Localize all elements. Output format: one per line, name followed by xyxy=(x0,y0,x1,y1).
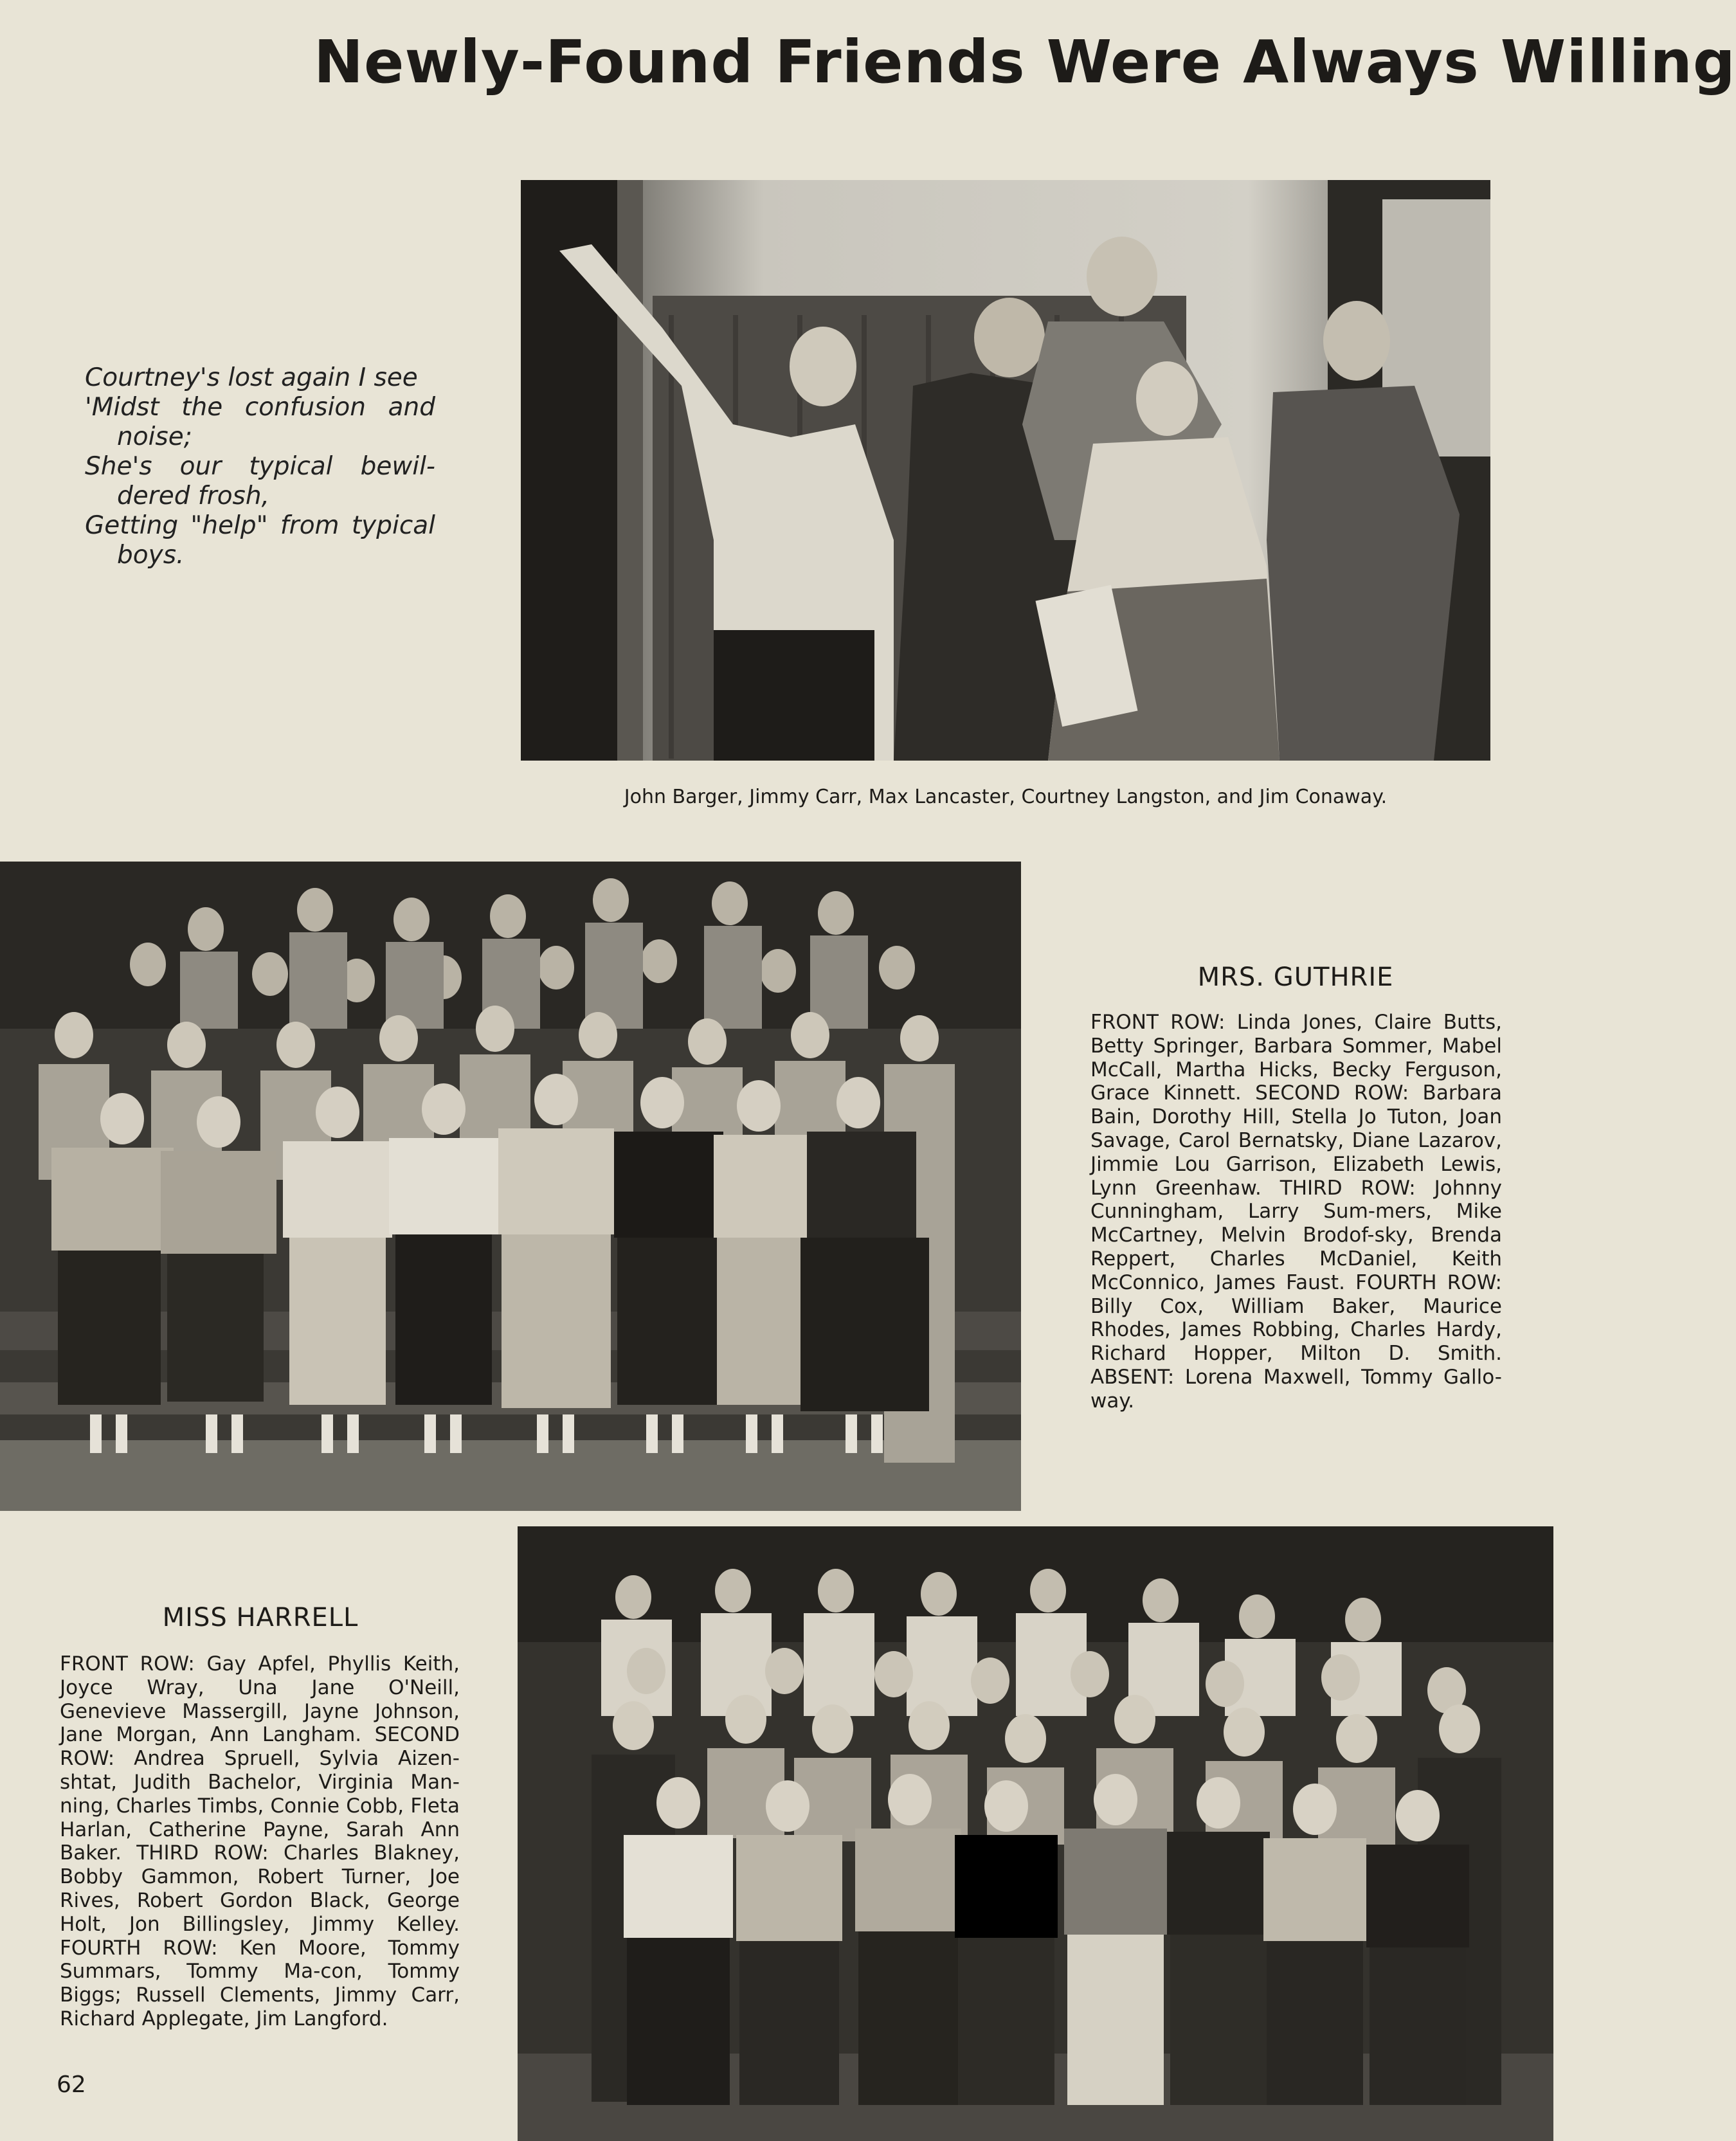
guthrie-roster: FRONT ROW: Linda Jones, Claire Butts, Betty Springer, Barbara Sommer, Mabel McCall, Martha Hicks, Becky Ferguson, Grace Kinnett. SECOND ROW: Barbara Bain, Dorothy Hill, Stella Jo Tuton, Joan Savage, Carol Bernatsky, Diane Lazarov, Jimmie Lou Garrison, Elizabeth Lewis, Lynn Greenhaw. THIRD ROW: Johnny Cunningham, Larry Sum-mers, Mike McCartney, Melvin Brodof-sky, Brenda Reppert, Charles McDaniel, Keith McConnico, James Faust. FOURTH ROW: Billy Cox, William Baker, Maurice Rhodes, James Robbing, Charles Hardy, Richard Hopper, Milton D. Smith. ABSENT: Lorena Maxwell, Tommy Gallo-way. xyxy=(1090,1011,1502,1413)
poem-line: noise; xyxy=(117,422,192,451)
poem-line: Getting "help" from typical xyxy=(85,511,435,540)
poem-line: Courtney's lost again I see xyxy=(85,363,418,392)
harrell-roster: FRONT ROW: Gay Apfel, Phyllis Keith, Joyce Wray, Una Jane O'Neill, Genevieve Massergill, Jayne Johnson, Jane Morgan, Ann Langham. SECOND ROW: Andrea Spruell, Sylvia Aizen-shtat, Judith Bachelor, Virginia Man-ning, Charles Timbs, Connie Cobb, Fleta Harlan, Catherine Payne, Sarah Ann Baker. THIRD ROW: Charles Blakney, Bobby Gammon, Robert Turner, Joe Rives, Robert Gordon Black, George Holt, Jon Billingsley, Jimmy Kelley. FOURTH ROW: Ken Moore, Tommy Summars, Tommy Ma-con, Tommy Biggs; Russell Clements, Jimmy Carr, Richard Applegate, Jim Langford. xyxy=(60,1652,460,2030)
guthrie-heading: MRS. GUTHRIE xyxy=(1197,962,1394,992)
poem-line: 'Midst the confusion and xyxy=(85,393,435,422)
poem xyxy=(85,363,435,570)
page-number: 62 xyxy=(57,2072,86,2098)
hallway-photo xyxy=(521,180,1490,761)
poem-line: boys. xyxy=(117,541,185,570)
harrell-heading: MISS HARRELL xyxy=(162,1603,359,1632)
page-title: Newly-Found Friends Were Always Willing xyxy=(314,28,1736,96)
harrell-class-photo xyxy=(518,1526,1553,2141)
poem-line: She's our typical bewil- xyxy=(85,452,435,481)
poem-line: dered frosh, xyxy=(117,482,269,510)
photo-caption: John Barger, Jimmy Carr, Max Lancaster, Courtney Langston, and Jim Conaway. xyxy=(624,786,1388,808)
guthrie-class-photo xyxy=(0,862,1021,1511)
